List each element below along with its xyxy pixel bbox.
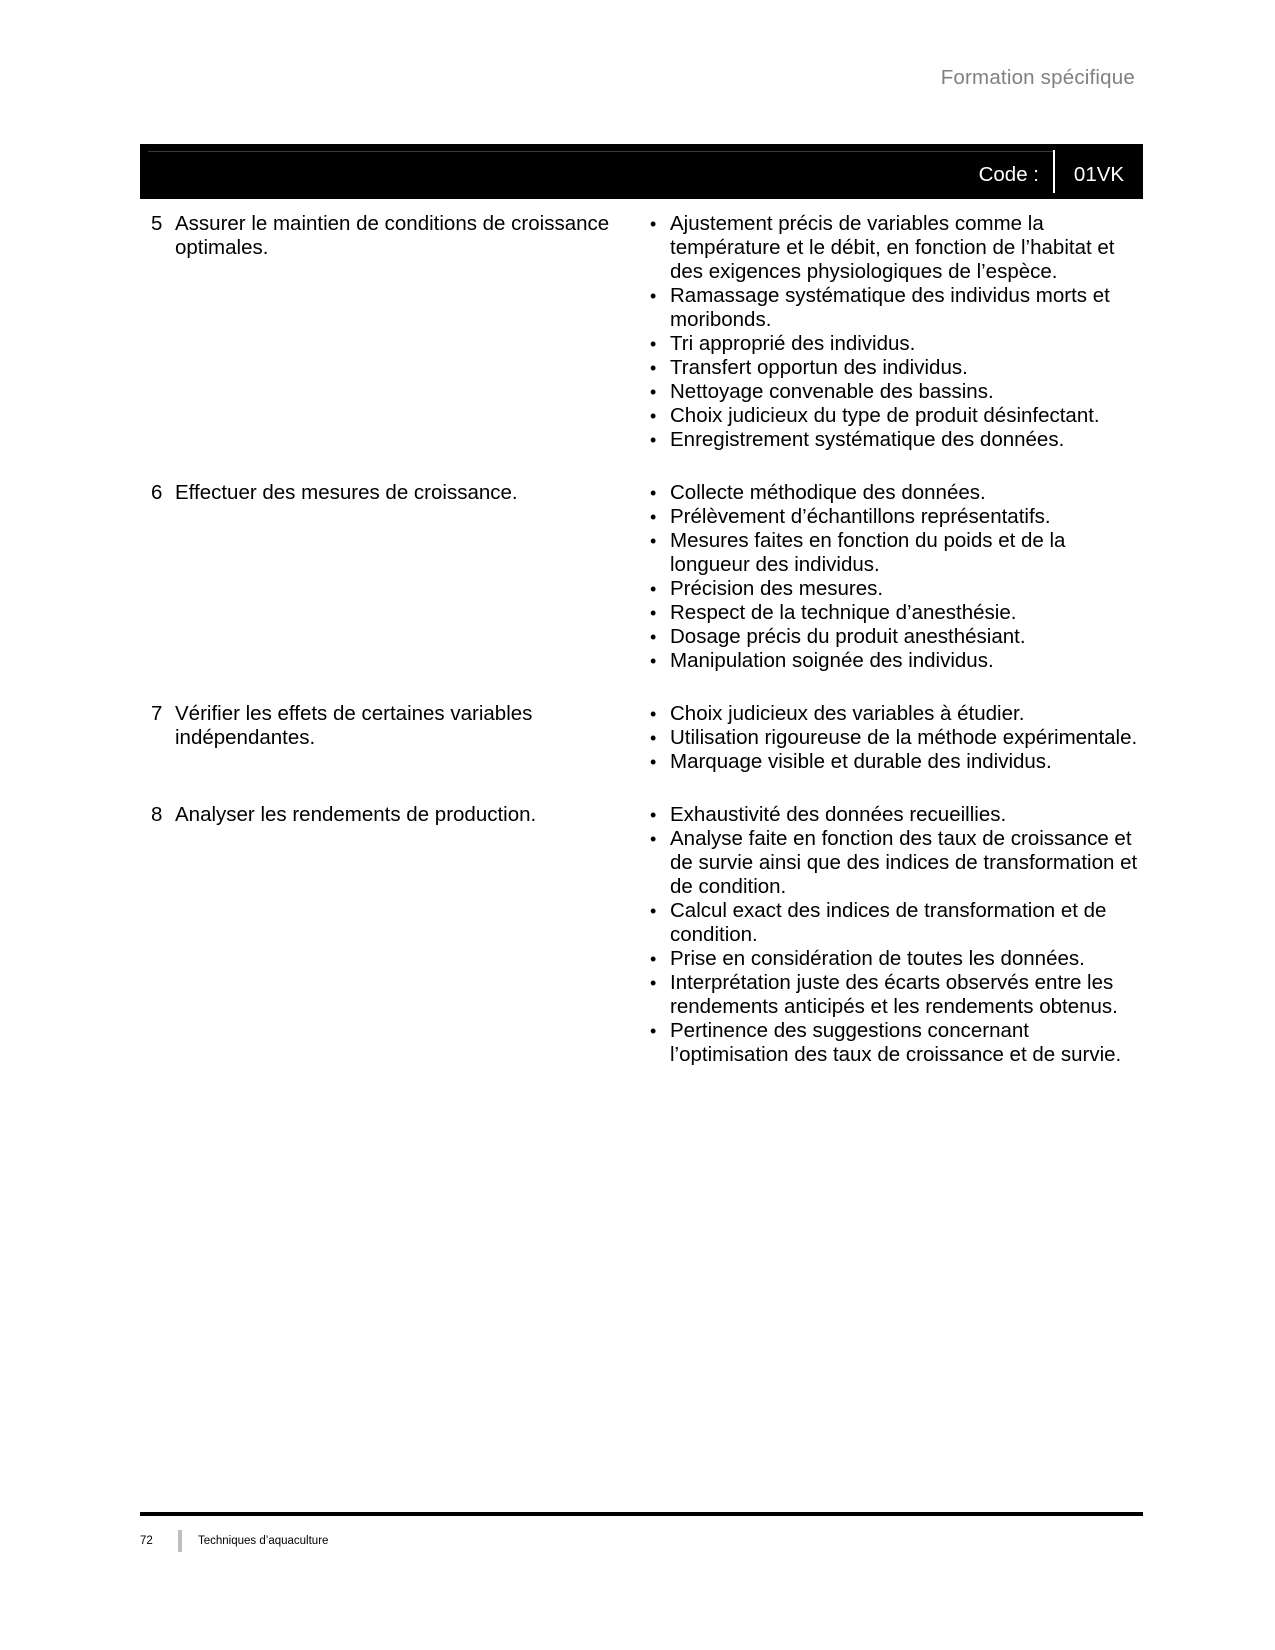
row-task: Vérifier les effets de certaines variables indépendantes.	[175, 702, 533, 749]
list-item: • Collecte méthodique des données.	[650, 481, 1143, 505]
list-item: • Prélèvement d’échantillons représentatifs.	[650, 505, 1143, 529]
row-number: 6	[151, 481, 163, 504]
criteria-list	[628, 702, 1143, 774]
list-item: • Analyse faite en fonction des taux de croissance et de survie ainsi que des indices de transformation et de condition.	[650, 827, 1143, 899]
row-criteria	[620, 212, 1143, 452]
list-item: • Interprétation juste des écarts observés entre les rendements anticipés et les rendements obtenus.	[650, 971, 1143, 1019]
list-item: • Transfert opportun des individus.	[650, 356, 1143, 380]
criteria-list	[628, 212, 1143, 452]
list-item: • Mesures faites en fonction du poids et de la longueur des individus.	[650, 529, 1143, 577]
list-item: • Choix judicieux des variables à étudier.	[650, 702, 1143, 726]
list-item: • Manipulation soignée des individus.	[650, 649, 1143, 673]
page-number: 72	[140, 1535, 153, 1547]
competency-table	[140, 212, 1143, 1096]
list-item: • Nettoyage convenable des bassins.	[650, 380, 1143, 404]
code-bar-rule	[148, 151, 1053, 152]
row-criteria	[620, 803, 1143, 1067]
list-item: • Tri approprié des individus.	[650, 332, 1143, 356]
list-item: • Prise en considération de toutes les données.	[650, 947, 1143, 971]
table-row	[140, 212, 1143, 452]
row-task: Effectuer des mesures de croissance.	[175, 481, 518, 504]
list-item: • Ramassage systématique des individus morts et moribonds.	[650, 284, 1143, 332]
page-footer	[140, 1530, 1143, 1552]
table-row	[140, 702, 1143, 774]
table-row	[140, 803, 1143, 1067]
criteria-list	[628, 803, 1143, 1067]
row-criteria	[620, 481, 1143, 673]
list-item: • Utilisation rigoureuse de la méthode expérimentale.	[650, 726, 1143, 750]
code-label: Code :	[978, 162, 1039, 186]
list-item: • Pertinence des suggestions concernant l’optimisation des taux de croissance et de survie.	[650, 1019, 1143, 1067]
list-item: • Ajustement précis de variables comme la température et le débit, en fonction de l’habitat et des exigences physiologiques de l’espèce.	[650, 212, 1143, 284]
table-row	[140, 481, 1143, 673]
footer-text: Techniques d’aquaculture	[198, 1535, 329, 1547]
page-header-title: Formation spécifique	[940, 66, 1135, 89]
list-item: • Respect de la technique d’anesthésie.	[650, 601, 1143, 625]
row-number: 7	[151, 702, 163, 725]
row-task: Assurer le maintien de conditions de croissance optimales.	[175, 212, 610, 259]
list-item: • Dosage précis du produit anesthésiant.	[650, 625, 1143, 649]
list-item: • Marquage visible et durable des individus.	[650, 750, 1143, 774]
row-criteria	[620, 702, 1143, 774]
list-item: • Précision des mesures.	[650, 577, 1143, 601]
row-number: 5	[151, 212, 163, 235]
list-item: • Calcul exact des indices de transformation et de condition.	[650, 899, 1143, 947]
code-bar-left	[140, 144, 1053, 199]
code-bar	[140, 144, 1143, 199]
footer-divider	[140, 1512, 1143, 1516]
list-item: • Exhaustivité des données recueillies.	[650, 803, 1143, 827]
footer-tick-mark	[178, 1530, 182, 1552]
code-value: 01VK	[1073, 162, 1125, 186]
list-item: • Choix judicieux du type de produit désinfectant.	[650, 404, 1143, 428]
list-item: • Enregistrement systématique des données.	[650, 428, 1143, 452]
criteria-list	[628, 481, 1143, 673]
row-task: Analyser les rendements de production.	[175, 803, 537, 826]
row-number: 8	[151, 803, 163, 826]
